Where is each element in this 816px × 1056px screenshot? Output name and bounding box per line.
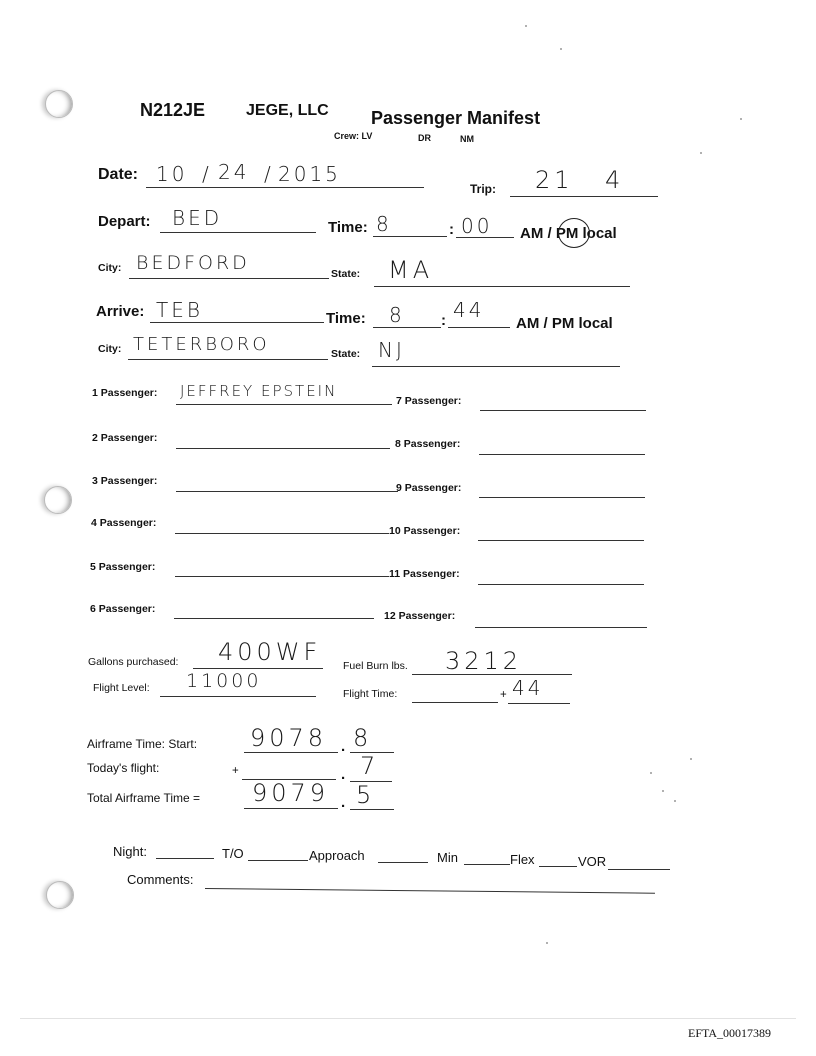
scan-speck <box>560 48 562 50</box>
flight-time-line-1 <box>412 702 498 703</box>
depart-hour-line <box>373 236 447 237</box>
gallons-label: Gallons purchased: <box>88 656 179 668</box>
depart-label: Depart: <box>98 213 151 230</box>
passenger-1-line <box>176 404 392 405</box>
vor-label: VOR <box>578 854 607 869</box>
passenger-7-line <box>480 410 646 411</box>
passenger-12-label: 12 Passenger: <box>384 610 456 622</box>
vor-line <box>608 869 670 870</box>
arrive-city-line <box>128 359 328 360</box>
depart-line <box>160 232 316 233</box>
depart-state: MA <box>388 256 434 284</box>
depart-state-line <box>374 286 630 287</box>
night-line <box>156 858 214 859</box>
punch-hole-top <box>45 90 73 118</box>
arrive-label: Arrive: <box>96 303 145 320</box>
approach-label: Approach <box>309 848 365 863</box>
arrive-state-line <box>372 366 620 367</box>
depart-value: BED <box>172 206 223 230</box>
passenger-6-label: 6 Passenger: <box>90 603 156 615</box>
passenger-5-line <box>175 576 389 577</box>
company-name: JEGE, LLC <box>246 102 329 119</box>
passenger-9-label: 9 Passenger: <box>396 482 462 494</box>
passenger-2-label: 2 Passenger: <box>92 432 158 444</box>
depart-ampm: AM / PM local <box>520 225 617 242</box>
airframe-start-line <box>244 752 338 753</box>
arrive-city-label: City: <box>98 343 122 355</box>
to-label: T/O <box>222 846 244 861</box>
date-sep-1: / <box>202 162 212 186</box>
arrive-hour-line <box>373 327 441 328</box>
scan-speck <box>662 790 664 792</box>
passenger-11-line <box>478 584 644 585</box>
depart-city-label: City: <box>98 262 122 274</box>
trip-value-2: 4 <box>605 166 625 194</box>
flight-level-line <box>160 696 316 697</box>
arrive-line <box>150 322 324 323</box>
flight-level-value: 11000 <box>186 670 262 692</box>
min-label: Min <box>437 850 458 865</box>
tail-number: N212JE <box>140 100 206 120</box>
today-flight-plus: + <box>232 765 239 777</box>
scan-speck <box>525 25 527 27</box>
arrive-ampm: AM / PM local <box>516 315 613 332</box>
total-airframe-tenth-line <box>350 809 394 810</box>
trip-label: Trip: <box>470 182 496 196</box>
gallons-line <box>193 668 323 669</box>
arrive-value: TEB <box>156 298 203 322</box>
today-flight-tenth: 7 <box>360 752 380 780</box>
passenger-3-label: 3 Passenger: <box>92 475 158 487</box>
scan-speck <box>650 772 652 774</box>
passenger-7-label: 7 Passenger: <box>396 395 462 407</box>
gallons-value: 400WF <box>218 638 322 666</box>
passenger-10-line <box>478 540 644 541</box>
airframe-start-dot: . <box>341 738 346 755</box>
scan-speck <box>674 800 676 802</box>
arrive-hour: 8 <box>389 303 405 327</box>
form-title: Passenger Manifest <box>371 108 541 128</box>
pm-circle-mark <box>558 218 590 248</box>
depart-city-line <box>129 278 329 279</box>
arrive-time-label: Time: <box>326 310 366 327</box>
total-airframe-line <box>244 808 338 809</box>
total-airframe-tenth: 5 <box>356 781 376 809</box>
depart-minute: 00 <box>461 214 493 238</box>
fuel-burn-value: 3212 <box>445 647 523 675</box>
passenger-1-value: JEFFREY EPSTEIN <box>180 382 338 400</box>
airframe-start-whole: 9078 <box>250 724 328 752</box>
comments-label: Comments: <box>127 872 194 887</box>
passenger-9-line <box>479 497 645 498</box>
airframe-start-label: Airframe Time: Start: <box>87 737 198 751</box>
passenger-10-label: 10 Passenger: <box>389 525 461 537</box>
min-line <box>464 864 510 865</box>
arrive-time-colon: : <box>441 312 446 329</box>
arrive-state-label: State: <box>331 348 361 360</box>
scan-speck <box>740 118 742 120</box>
page-bottom-edge <box>20 1018 796 1019</box>
date-line <box>146 187 424 188</box>
total-airframe-whole: 9079 <box>252 779 330 807</box>
passenger-4-label: 4 Passenger: <box>91 517 157 529</box>
flight-level-label: Flight Level: <box>93 682 150 694</box>
to-line <box>248 860 308 861</box>
flight-time-line-2 <box>508 703 570 704</box>
date-month: 10 <box>156 162 188 186</box>
punch-hole-bottom <box>46 881 74 909</box>
today-flight-dot: . <box>341 766 346 783</box>
total-airframe-label: Total Airframe Time = <box>87 791 201 805</box>
passenger-6-line <box>174 618 374 619</box>
depart-city: BEDFORD <box>136 252 250 274</box>
flight-time-value: 44 <box>512 676 544 700</box>
scan-speck <box>690 758 692 760</box>
flight-time-label: Flight Time: <box>343 688 398 700</box>
date-day: 24 <box>218 160 250 184</box>
crew-label: Crew: LV <box>334 131 373 141</box>
flight-time-plus: + <box>500 689 507 701</box>
total-airframe-dot: . <box>341 794 346 811</box>
passenger-11-label: 11 Passenger: <box>389 568 460 580</box>
arrive-state: NJ <box>378 338 405 362</box>
depart-time-colon: : <box>449 221 454 238</box>
arrive-city: TETERBORO <box>133 334 270 355</box>
passenger-12-line <box>475 627 647 628</box>
date-year: 2015 <box>278 162 341 186</box>
passenger-8-line <box>479 454 645 455</box>
passenger-3-line <box>176 491 398 492</box>
passenger-4-line <box>175 533 389 534</box>
date-sep-2: / <box>264 162 274 186</box>
arrive-minute-line <box>448 327 510 328</box>
trip-value-1: 21 <box>535 166 574 194</box>
crew-dr: DR <box>418 133 431 143</box>
punch-hole-middle <box>44 486 72 514</box>
depart-time-label: Time: <box>328 219 368 236</box>
passenger-8-label: 8 Passenger: <box>395 438 461 450</box>
comments-line <box>205 888 655 894</box>
scan-speck <box>546 942 548 944</box>
passenger-2-line <box>176 448 390 449</box>
depart-hour: 8 <box>376 212 392 236</box>
arrive-minute: 44 <box>453 298 485 322</box>
scan-speck <box>700 152 702 154</box>
fuel-burn-label: Fuel Burn lbs. <box>343 660 408 672</box>
passenger-5-label: 5 Passenger: <box>90 561 156 573</box>
approach-line <box>378 862 428 863</box>
passenger-1-label: 1 Passenger: <box>92 387 158 399</box>
flex-label: Flex <box>510 852 535 867</box>
trip-line <box>510 196 658 197</box>
airframe-start-tenth: 8 <box>353 724 373 752</box>
night-label: Night: <box>113 844 147 859</box>
depart-state-label: State: <box>331 268 361 280</box>
bates-number: EFTA_00017389 <box>688 1026 772 1040</box>
flex-line <box>539 866 577 867</box>
date-label: Date: <box>98 166 139 183</box>
today-flight-label: Today's flight: <box>87 761 160 775</box>
crew-nm: NM <box>460 134 474 144</box>
